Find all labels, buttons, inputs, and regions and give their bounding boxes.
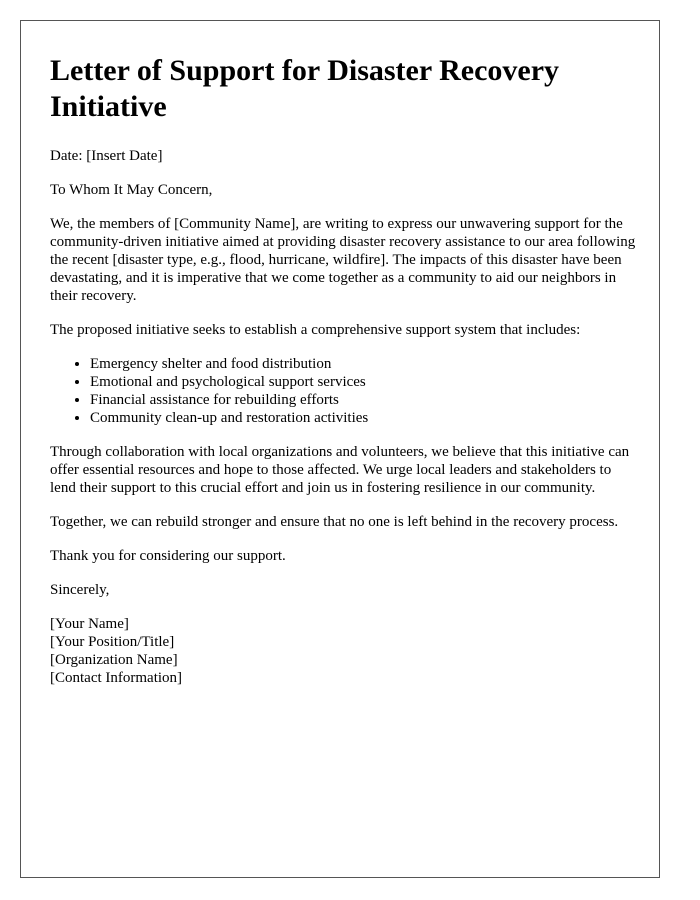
initiative-paragraph: The proposed initiative seeks to establish a comprehensive support system that includes: (50, 322, 581, 338)
collaboration-paragraph: Through collaboration with local organizations and volunteers, we believe that this initiative can offer essential resources and hope to those affected. We urge local leaders and stakeholders to lend their support to this crucial effort and join us in fostering resilience in our community. (50, 444, 630, 496)
thanks-paragraph: Thank you for considering our support. (50, 548, 286, 564)
list-item: • Emotional and psychological support services (90, 373, 640, 391)
letter-content (50, 53, 640, 687)
signature-organization: [Organization Name] (50, 652, 178, 668)
salutation: To Whom It May Concern, (50, 182, 213, 198)
letter-page (20, 20, 660, 878)
signature-name: [Your Name] (50, 616, 129, 632)
list-item: • Community clean-up and restoration activities (90, 409, 640, 427)
date-line: Date: [Insert Date] (50, 148, 163, 164)
closing: Sincerely, (50, 582, 110, 598)
together-paragraph: Together, we can rebuild stronger and ensure that no one is left behind in the recovery process. (50, 514, 619, 530)
signature-contact: [Contact Information] (50, 670, 183, 686)
signature-position: [Your Position/Title] (50, 634, 175, 650)
intro-paragraph: We, the members of [Community Name], are writing to express our unwavering support for the community-driven initiative aimed at providing disaster recovery assistance to our area following the recent [disaster type, e.g., flood, hurricane, wildfire]. The impacts of this disaster have been devastating, and it is imperative that we come together as a community to aid our neighbors in their recovery. (50, 216, 636, 304)
support-list (50, 355, 640, 427)
signature-block (50, 615, 640, 687)
list-item: • Financial assistance for rebuilding efforts (90, 391, 640, 409)
letter-title: Letter of Support for Disaster Recovery Initiative (50, 54, 560, 123)
list-item: • Emergency shelter and food distribution (90, 355, 640, 373)
